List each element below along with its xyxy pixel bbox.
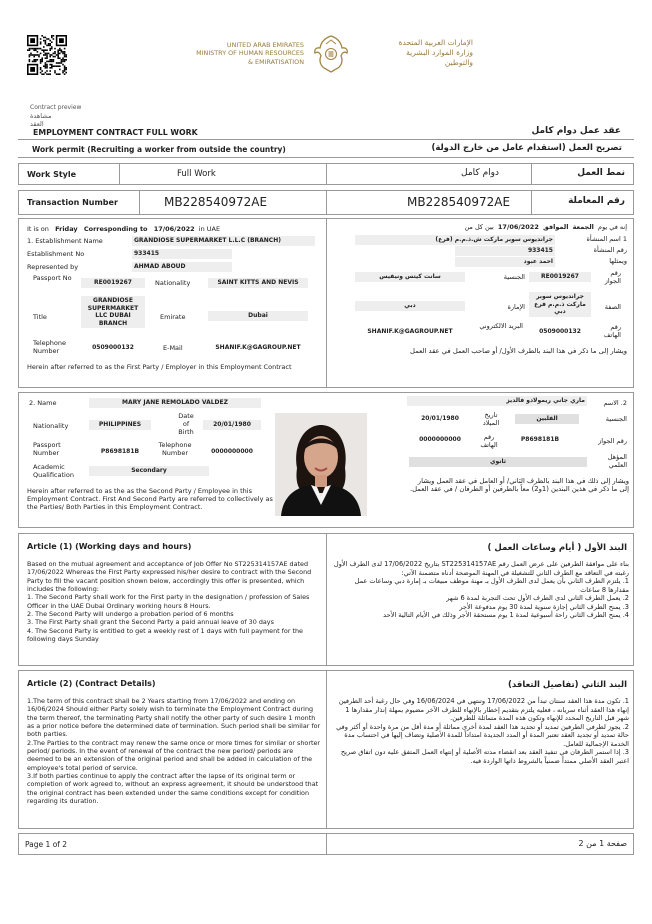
work-style-label-ar: نمط العمل [577, 168, 625, 178]
est-no-value: 933415 [132, 249, 232, 259]
phone-value-ar: 0509000132 [529, 327, 591, 337]
p2-dob-label: Date of Birth [178, 412, 194, 437]
p2-passport-label: Passport Number [33, 441, 61, 458]
est-name-value: GRANDIOSE SUPERMARKET L.L.C (BRANCH) [132, 236, 315, 246]
intro-day: Friday [55, 225, 78, 233]
est-name-label-ar: 1 اسم المنشأة [586, 235, 627, 243]
article-2-item-ar: 1. تكون مدة هذا العقد سنتان تبدأ من 17/06/2022 وتنتهي في 16/06/2024 وفي حال رغبة أحد الطرفين إنهاء هذا العقد أثناء سريانه ، فعليه يلتزم بتقديم إخطار بالإنهاء للطرف الآخر مضيوم بمهلة إنذار مقدارها 1 شهر قبل التاريخ المحدد للإنهاء وتكون هذه المدة متماثلة للطرفين. [338, 697, 629, 723]
intro-corresponding: Corresponding to [83, 225, 148, 233]
article-1-item-ar: 3. يمنح الطرف الثاني إجازة سنوية لمدة 30 يوم مدفوعة الأجر [459, 602, 629, 611]
title-label: Title [33, 313, 47, 321]
ministry-line-1: UNITED ARAB EMIRATES [226, 41, 304, 49]
article-1-para: Based on the mutual agreement and acceptance of Job Offer No ST225314157AE dated 17/06/2022 Whereas the First Party expressed his/her desire to contract with the Second Party to fill the vacant position shown below, accordingly this offer is presented, which includes the following: [27, 560, 312, 593]
phone-label: Telephone Number [33, 339, 67, 356]
article-2-item-ar: 2. يجوز لطرفي الطرفين تمديد أو تجديد هذا العقد لمدة أخرى مماثلة أو مدة أقل من مرة واحدة أو أكثر وفي حالة تمديد أو تجديد العقد تعتبر المدة أو المدد الجديدة امتداداً للمدة الأصلية وتضاف إليها في احتساب مدة الخدمة الإجمالية للعامل. [336, 722, 629, 748]
second-party-section [18, 392, 634, 528]
intro-ar-date: 17/06/2022 [497, 223, 539, 231]
p2-passport-value: P8698181B [89, 447, 151, 457]
p2-qual-label-ar: المؤهل العلمي [607, 453, 627, 470]
p2-phone-label: Telephone Number [158, 441, 192, 458]
est-no-label: Establishment No [27, 250, 85, 258]
contract-preview-label-ar: مشاهدة العقد [30, 112, 52, 129]
emirate-label: Emirate [160, 313, 186, 321]
contract-title-ar: عقد عمل دوام كامل [531, 126, 621, 136]
article-1-item: 2. The Second Party will undergo a probation period of 6 months [27, 609, 234, 618]
p2-passport-value-ar: P8698181B [505, 435, 575, 445]
p2-nationality-label-ar: الجنسية [605, 415, 627, 423]
work-style-row [18, 163, 634, 185]
transaction-number: MB228540972AE [164, 195, 268, 209]
p2-dob-label-ar: تاريخ الميلاد [482, 411, 500, 428]
email-label-ar: البريد الالكتروني [479, 322, 523, 330]
article-1-item-ar: 4. يمنح الطرف الثاني راحة أسبوعية لمدة 1 يوم مستحقة الأجر وذلك في الأيام التالية الأحد [383, 611, 629, 620]
intro-in-uae: in UAE [198, 225, 221, 233]
phone-value: 0509000132 [81, 343, 145, 353]
work-style-label: Work Style [27, 170, 77, 179]
article-1-item: 3. The First Party shall grant the Second Party a paid annual leave of 30 days [27, 618, 274, 627]
uae-emblem-icon [311, 32, 351, 74]
p2-qual-value-ar: ثانوي [409, 457, 587, 467]
article-1-item: 4. The Second Party is entitled to get a weekly rest of 1 days with full payment for the following days Sunday [27, 626, 303, 643]
p2-phone-value-ar: 0000000000 [409, 435, 471, 445]
intro-date: 17/06/2022 [153, 225, 195, 233]
article-1-section [18, 533, 634, 666]
est-name-label: 1. Establishment Name [27, 237, 103, 245]
article-1-para-ar: بناء على موافقة الطرفين على عرض العمل رقم ST225314157AE بتاريخ 17/06/2022 لدى الطرف الأول رغبته في التعاقد مع الطرف الثاني للتشغيلة في المهنة الموضحة أدناه متضمنة الآتي: [333, 560, 629, 577]
email-value-ar: SHANIF.K@GAGROUP.NET [355, 327, 465, 337]
page-footer [18, 833, 634, 855]
first-party-footer-ar: ويشار إلى ما ذكر في هذا البند بالطرف الأول/ أو صاحب العمل في عقد العمل [410, 347, 627, 355]
intro-line-ar [335, 223, 627, 231]
est-no-value-ar: 933415 [455, 246, 555, 256]
passport-label-ar: رقم الجواز [604, 269, 621, 286]
nationality-label: Nationality [155, 279, 191, 287]
emirate-value-ar: دبي [355, 301, 465, 311]
title-value: GRANDIOSE SUPERMARKET LLC DUBAI BRANCH [81, 296, 145, 328]
rep-label: Represented by [27, 263, 79, 271]
ministry-ar-line-2: وزارة الموارد البشرية [406, 47, 473, 57]
rep-value-ar: احمد عبود [455, 257, 555, 267]
intro-ar-day-label: إنه في يوم [598, 223, 627, 231]
p2-phone-value: 0000000000 [203, 447, 261, 457]
intro-it-is-on: It is on [27, 225, 49, 233]
p2-dob-value-ar: 20/01/1980 [409, 414, 471, 424]
page-number-ar: صفحة 1 من 2 [578, 839, 627, 848]
article-2-title-en: Article (2) (Contract Details) [27, 679, 156, 688]
p2-qual-value: Secondary [89, 466, 209, 476]
p2-qual-label: Academic Qualification [33, 463, 74, 480]
p2-nationality-value-ar: الفلبين [515, 414, 579, 424]
qr-code [27, 35, 67, 75]
article-1-body-en [27, 560, 321, 643]
transaction-label-ar: رقم المعاملة [568, 196, 625, 206]
first-party-footer-en: Herein after referred to as the First Party / Employer in this Employment Contract [27, 363, 292, 371]
p2-name-label-ar: 2. الاسم [603, 399, 627, 407]
intro-ar-corresponding: الموافق [542, 223, 569, 231]
work-style-value-ar: دوام كامل [461, 168, 499, 178]
article-2-body-ar [333, 697, 629, 766]
rep-value: AHMAD ABOUD [132, 262, 232, 272]
transaction-label: Transaction Number [27, 198, 118, 207]
transaction-number-ar: MB228540972AE [407, 195, 511, 209]
ministry-ar-line-1: الإمارات العربية المتحدة [398, 38, 473, 47]
est-no-label-ar: رقم المنشأة [593, 246, 627, 254]
intro-ar-between: بين كل من [464, 223, 494, 231]
p2-name-value-ar: ماري جاني ريمولادو فالديز [407, 396, 587, 406]
article-2-item: 2.The Parties to the contract may renew the same once or more times for similar or shorter period/ periods. In the event of renewal of the contract the new period/ periods are deemed to be an extension of the original period and shall be added in calculation of the employee's total period of service. [27, 738, 321, 772]
intro-ar-day: الجمعة [572, 223, 594, 231]
work-permit-ar: تصريح العمل (استقدام عامل من خارج الدولة) [431, 143, 622, 153]
ministry-ar-line-3: والتوطين [444, 57, 473, 67]
ministry-line-2: MINISTRY OF HUMAN RESOURCES [196, 49, 304, 58]
article-2-item: 1.The term of this contract shall be 2 Years starting from 17/06/2022 and ending on 16/06/2024 Should either Party solely wish to terminate the Employment Contract during the term thereof, the terminating Party shall notify the other party of such desire 1 month as a prior notice before the determined date of termination. Such period shall be similar for both parties. [27, 697, 321, 739]
work-permit-en: Work permit (Recruiting a worker from outside the country) [32, 145, 286, 154]
title-value-ar: جرانديوس سوبر ماركت ذ.م.م فرع دبي [529, 292, 591, 317]
email-label: E-Mail [163, 344, 183, 352]
article-1-title-en: Article (1) (Working days and hours) [27, 542, 192, 551]
p2-passport-label-ar: رقم الجواز [598, 437, 627, 445]
article-2-body-en [27, 697, 321, 805]
est-name-value-ar: جرانديوس سوبر ماركت ش.ذ.م.م (فرع) [355, 235, 555, 245]
article-2-title-ar: البند الثاني (تفاصيل التعاقد) [508, 680, 627, 690]
passport-value-ar: RE0019267 [529, 272, 591, 282]
emirate-label-ar: الإمارة [507, 303, 525, 311]
contract-preview-label: Contract preview [30, 104, 82, 111]
email-value: SHANIF.K@GAGROUP.NET [208, 343, 308, 353]
contract-title-en: EMPLOYMENT CONTRACT FULL WORK [33, 128, 198, 137]
passport-label: Passport No [33, 274, 72, 282]
passport-value: RE0019267 [81, 278, 145, 288]
page-number-en: Page 1 of 2 [25, 840, 68, 849]
p2-name-value: MARY JANE REMOLADO VALDEZ [89, 398, 261, 408]
nationality-value: SAINT KITTS AND NEVIS [208, 278, 308, 288]
article-1-item: 1. The Second Party shall work for the First party in the designation / profession of Sales Officer in the UAE Dubai Ordinary working hours 8 Hours. [27, 593, 310, 610]
p2-phone-label-ar: رقم الهاتف [480, 433, 498, 450]
phone-label-ar: رقم الهاتف [603, 323, 621, 340]
p2-footer-ar: ويشار إلى ذلك في هذا البند بالطرف الثاني/ أو العامل في عقد العمل ويشار إلى ما ذكر في هذين البندين (1و2) معاً بالطرفين أو الطرفان / في عقد العمل. [409, 477, 629, 494]
p2-footer-en: Herein after referred to as the as the Second Party / Employee in this Employment Contract. First And Second Party are referred to collectively as the Parties/ Both Parties in this Employment Contract. [27, 487, 273, 512]
nationality-label-ar: الجنسية [503, 273, 525, 281]
p2-name-label: 2. Name [29, 399, 57, 407]
ministry-name-ar [358, 38, 473, 67]
article-1-item-ar: 1. يلتزم الطرف الثاني بأن يعمل لدى الطرف الأول بـ مهنة موظف مبيعات بـ إمارة دبي وساعات عمل مقدارها 8 ساعات [354, 577, 629, 594]
article-1-item-ar: 2. يعمل الطرف الثاني لدى الطرف الأول تحت التجربة لمدة 6 شهر [446, 594, 629, 603]
transaction-row [18, 190, 634, 215]
article-1-body-ar [333, 560, 629, 620]
p2-nationality-value: PHILIPPINES [89, 420, 151, 430]
p2-dob-value: 20/01/1980 [203, 420, 261, 430]
employee-photo [275, 413, 367, 516]
p2-nationality-label: Nationality [33, 422, 69, 430]
article-2-item: 3.If both parties continue to apply the contract after the lapse of its original term or completion of work agreed to, without an express agreement, it should be understood that the original contract has been extended under the same conditions except for condition regarding its duration. [27, 771, 319, 805]
work-permit-row [18, 143, 634, 158]
intro-line-en [27, 225, 220, 233]
article-2-section [18, 670, 634, 829]
nationality-value-ar: سانت كيتس ونيفيس [355, 272, 465, 282]
ministry-line-3: & EMIRATISATION [248, 57, 304, 66]
emirate-value: Dubai [208, 311, 308, 321]
article-2-item-ar: 3. إذا استمر الطرفان في تنفيذ العقد بعد انقضاء مدته الأصلية أو إنتهاء العمل المتفق عليه دون اتفاق صريح اعتبر العقد الأصلي ممتداً ضمنياً بالشروط ذاتها الواردة فيه. [340, 748, 629, 765]
work-style-value: Full Work [177, 169, 216, 179]
first-party-section [18, 218, 634, 388]
article-1-title-ar: البند الأول ( أيام وساعات العمل ) [487, 543, 627, 553]
rep-label-ar: ويمثلها [609, 257, 627, 265]
title-label-ar: الصفة [604, 303, 621, 311]
ministry-name-en [168, 41, 304, 66]
